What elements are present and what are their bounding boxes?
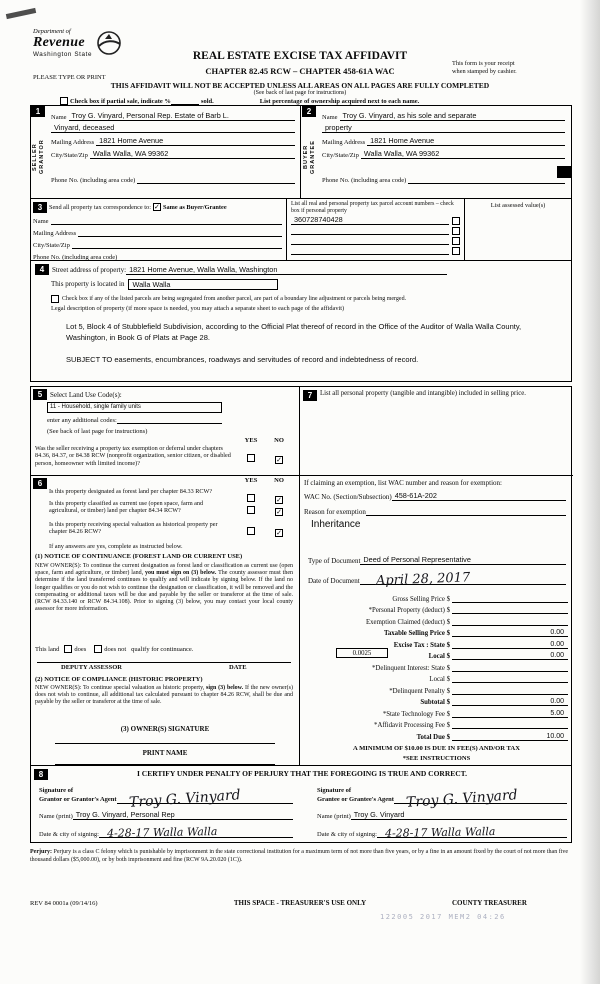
type-or-print-label: PLEASE TYPE OR PRINT [33, 74, 106, 81]
does-label: does [74, 645, 87, 653]
correspondence-mailing-field[interactable] [78, 236, 282, 237]
notice1-bold: you must sign on (3) below. [145, 570, 217, 577]
grantee-date-city-field[interactable] [377, 824, 567, 838]
parcel-personal-checkbox-2[interactable] [452, 227, 460, 235]
parcel-number-field-3[interactable] [291, 244, 449, 245]
grantor-date-city-field[interactable] [99, 824, 293, 838]
parcel-personal-checkbox-1[interactable] [452, 217, 460, 225]
s5-see-back-note: (See back of last page for instructions) [47, 428, 148, 435]
money-row [304, 626, 568, 638]
notice1-paragraph [35, 563, 293, 613]
perjury-notice [30, 849, 572, 865]
buyer-csz-value[interactable]: Walla Walla, WA 99362 [361, 149, 565, 159]
notice2-paragraph [35, 685, 293, 707]
reason-value[interactable]: Inheritance [311, 519, 361, 530]
notice2-title: (2) NOTICE OF COMPLIANCE (HISTORIC PROPERTY) [35, 676, 203, 683]
land-use-code-value[interactable]: 11 - Household, single family units [47, 402, 222, 413]
reason-label: Reason for exemption [304, 508, 366, 516]
exemption-and-tax-section [300, 387, 573, 767]
document-date-label: Date of Document [308, 577, 360, 585]
dor-logo [33, 28, 122, 58]
money-row-label: Excise Tax : State $ [393, 641, 450, 649]
money-row-label: *Personal Property (deduct) $ [368, 607, 450, 614]
section-6-number: 6 [33, 478, 47, 489]
buyer-mailing-label: Mailing Address [322, 139, 366, 146]
document-type-value[interactable]: Deed of Personal Representative [360, 555, 566, 565]
parcel-number-value[interactable]: 360728740428 [291, 215, 449, 225]
q3-yes-checkbox[interactable] [247, 527, 255, 535]
owner-signature-label: (3) OWNER(S) SIGNATURE [120, 725, 210, 733]
section-5-number: 5 [33, 389, 47, 400]
s6-yes-header: YES [244, 477, 258, 484]
delinquent-interest-state-field[interactable] [452, 671, 568, 672]
s5-answer-row [237, 448, 293, 466]
notice1-title: (1) NOTICE OF CONTINUANCE (FOREST LAND OR CURRENT USE) [35, 553, 243, 560]
money-row [304, 706, 568, 718]
grantee-name-print-label: Name (print) [317, 813, 351, 820]
delinquent-penalty-field[interactable] [452, 694, 568, 695]
money-row [304, 672, 568, 684]
form-number: REV 84 0001a (09/14/16) [30, 900, 98, 907]
receipt-note-line2: when stamped by cashier. [452, 68, 517, 76]
form-title: REAL ESTATE EXCISE TAX AFFIDAVIT [192, 50, 408, 62]
seller-phone-label: Phone No. (including area code) [51, 177, 136, 184]
legal-description-label: Legal description of property (if more space is needed, you may attach a separate sheet to each page of the affidavit) [51, 305, 345, 312]
partial-sale-percent-field[interactable] [171, 98, 199, 105]
see-back-note: (See back of last page for instructions) [253, 90, 347, 96]
buyer-mailing-value[interactable]: 1821 Home Avenue [367, 136, 565, 146]
parcel-header: List all real and personal property tax parcel account numbers – check box if personal property [291, 201, 454, 214]
seller-grantor-box [31, 106, 300, 198]
seller-vertical-label: SELLER [32, 143, 38, 171]
gross-selling-price-field[interactable] [452, 602, 568, 603]
correspondence-box [31, 199, 286, 260]
print-name-label: PRINT NAME [142, 749, 188, 757]
date-label: DATE [229, 664, 247, 671]
correspondence-phone-label: Phone No. (including area code) [33, 254, 118, 261]
seller-csz-label: City/State/Zip [51, 152, 88, 159]
grantor-date-city-label: Date & city of signing: [39, 831, 99, 838]
affidavit-processing-fee-field[interactable] [452, 728, 568, 729]
located-in-value[interactable]: Walla Walla [128, 279, 278, 290]
property-section [30, 260, 572, 382]
wac-number-value[interactable]: 458-61A-202 [392, 491, 566, 501]
document-date-field[interactable] [360, 570, 566, 589]
section-3-number: 3 [33, 202, 47, 213]
segregated-checkbox[interactable] [51, 295, 59, 303]
seller-name-value-2[interactable]: Vinyard, deceased [51, 123, 295, 133]
excise-tax-local-field[interactable]: 0.00 [452, 652, 568, 660]
notice2-post: If the new owner(s) does not wish to continue, all additional tax calculated pursuant to chapter 84.26 RCW, shall be due and payable by the seller or transferor at the time of sale. [35, 685, 294, 706]
does-checkbox[interactable] [64, 645, 72, 653]
parcel-number-field-2[interactable] [291, 234, 449, 235]
money-row [304, 603, 568, 615]
money-row-label: *State Technology Fee $ [382, 710, 450, 718]
grantor-signature-label-2: Grantor or Grantor's Agent [39, 795, 117, 803]
receipt-note-line1: This form is your receipt [452, 60, 515, 67]
total-due-field[interactable]: 10.00 [452, 733, 568, 741]
section-1-number: 1 [31, 106, 45, 117]
buyer-name-label: Name [322, 114, 338, 121]
notice1-pre: NEW OWNER(S): To continue the current designation as forest land or classification as current use (open space, farm and agriculture, or timber) land, [35, 563, 293, 577]
money-row [304, 614, 568, 626]
grantor-name-print-label: Name (print) [39, 813, 73, 820]
grantee-date-city-value: 4-28-17 Walla Walla [384, 825, 496, 840]
money-row [304, 591, 568, 603]
money-row-label: Taxable Selling Price $ [383, 630, 450, 637]
buyer-vertical-label: BUYER [303, 144, 309, 170]
qualify-label: qualify for continuance. [131, 645, 194, 653]
land-use-section [31, 387, 299, 475]
excise-tax-state-field[interactable]: 0.00 [452, 641, 568, 649]
grantor-name-print-value[interactable]: Troy G. Vinyard, Personal Rep [73, 810, 293, 820]
grantee-signature-field[interactable] [394, 784, 567, 811]
partial-sale-label: Check box if partial sale, indicate % [70, 97, 171, 105]
grantor-signature-block [39, 782, 293, 838]
tax-correspondence-section [30, 198, 572, 261]
perjury-bold: Perjury: [30, 849, 52, 855]
if-yes-note: If any answers are yes, complete as instructed below. [49, 543, 183, 550]
scan-smudge [6, 8, 36, 19]
cashier-stamp: 122005 2017 MEM2 04:26 [380, 913, 506, 921]
buyer-phone-label: Phone No. (including area code) [322, 177, 407, 184]
parcel-box [286, 199, 464, 260]
seller-name-value[interactable]: Troy G. Vinyard, Personal Rep. Estate of Barb L. [69, 111, 295, 121]
s5-no-checkbox[interactable]: ✓ [276, 456, 282, 464]
document-type-label: Type of Document [308, 557, 361, 565]
s5-question: Was the seller receiving a property tax exemption or deferral under chapters 84.36, 84.37, or 84.38 RCW (nonprofit organization, senior citizen, or disabled person, homeowner with limited income)? [35, 445, 231, 467]
delinquent-interest-local-field[interactable] [452, 682, 568, 683]
taxable-selling-price-field[interactable]: 0.00 [452, 629, 568, 637]
section-2-number: 2 [302, 106, 316, 117]
exemption-label: If claiming an exemption, list WAC number and reason for exemption: [304, 479, 502, 487]
legal-description-value[interactable]: Lot 5, Block 4 of Stubblefield Subdivision, according to the Official Plat thereof of record in the Office of the Auditor of Walla Walla County, Washington, in Book G of Plats at Page 28. [66, 322, 522, 342]
additional-codes-field[interactable] [117, 416, 222, 424]
additional-codes-label: enter any additional codes: [47, 417, 117, 424]
money-row-label: Local $ [428, 653, 450, 660]
receipt-note [452, 60, 572, 76]
street-address-value[interactable]: 1821 Home Avenue, Walla Walla, Washington [126, 265, 447, 275]
s5-no-header: NO [274, 437, 284, 444]
minimum-due-note: A MINIMUM OF $10.00 IS DUE IN FEE(S) AND/OR TAX [353, 745, 520, 752]
buyer-name-value-2[interactable]: property [322, 123, 565, 133]
money-row-label: Total Due $ [416, 733, 450, 741]
parcel-number-field-4[interactable] [291, 254, 449, 255]
correspondence-name-label: Name [33, 218, 49, 225]
buyer-fields [322, 109, 565, 184]
personal-property-deduct-field[interactable] [452, 613, 568, 614]
buyer-name-value[interactable]: Troy G. Vinyard, as his sole and separate [340, 111, 565, 121]
correspondence-name-field[interactable] [51, 224, 282, 225]
q2-yes-checkbox[interactable] [247, 506, 255, 514]
q3-no-checkbox[interactable]: ✓ [276, 529, 282, 537]
personal-property-label: List all personal property (tangible and intangible) included in selling price. [320, 390, 526, 397]
s6-answer-row-2 [237, 500, 293, 518]
parcel-personal-checkbox-3[interactable] [452, 237, 460, 245]
continuance-qualify-row [35, 645, 193, 653]
grantee-vertical-label: GRANTEE [310, 140, 316, 174]
grantor-signature-label-1: Signature of [39, 787, 74, 795]
grantor-vertical-label: GRANTOR [39, 139, 45, 175]
money-row-label: *Delinquent Penalty $ [389, 687, 450, 695]
buyer-grantee-box [300, 106, 571, 198]
s5-yes-header: YES [244, 437, 258, 444]
select-land-use-label: Select Land Use Code(s): [50, 390, 122, 399]
grantee-name-print-value[interactable]: Troy G. Vinyard [351, 810, 567, 820]
seller-csz-value[interactable]: Walla Walla, WA 99362 [90, 149, 295, 159]
section-4-number: 4 [35, 264, 49, 275]
subtotal-field[interactable]: 0.00 [452, 698, 568, 706]
money-row-label: Exemption Claimed (deduct) $ [366, 618, 450, 626]
s5-yes-checkbox[interactable] [247, 454, 255, 462]
correspondence-csz-label: City/State/Zip [33, 242, 70, 249]
dor-logo-text [33, 28, 92, 58]
does-not-label: does not [104, 645, 127, 653]
seller-name-label: Name [51, 114, 67, 121]
grantee-signature-label [317, 787, 394, 804]
s6-no-header: NO [274, 477, 284, 484]
grantor-signature-label [39, 787, 117, 804]
buyer-phone-field[interactable] [408, 183, 565, 184]
money-row [304, 637, 568, 649]
segregated-label: Check box if any of the listed parcels are being segregated from another parcel, are part of a boundary line adjustment or parcels being merged. [62, 295, 407, 302]
located-in-label: This property is located in [51, 280, 125, 288]
wac-label: WAC No. (Section/Subsection) [304, 493, 392, 501]
document-date-value: April 28, 2017 [375, 570, 471, 589]
s6-yesno-header [237, 477, 293, 484]
partial-sale-row [60, 97, 419, 105]
parties-section [30, 105, 572, 199]
chapter-line: CHAPTER 82.45 RCW – CHAPTER 458-61A WAC [205, 66, 395, 76]
s6-question-3: Is this property receiving special valuation as historical property per chapter 84.26 RCW? [49, 521, 218, 536]
parcel-personal-checkbox-4[interactable] [452, 247, 460, 255]
s6-question-1: Is this property designated as forest land per chapter 84.33 RCW? [49, 488, 213, 495]
county-treasurer-label: COUNTY TREASURER [452, 899, 527, 907]
local-rate-box: 0.0025 [336, 648, 388, 658]
grantee-signature: Troy G. Vinyard [405, 787, 519, 811]
certification-section [30, 765, 572, 843]
money-row-label: *Delinquent Interest: State $ [372, 664, 450, 672]
subject-to-value[interactable]: SUBJECT TO easements, encumbrances, roadways and servitudes of record and indebtedness of record. [66, 355, 419, 364]
perjury-text: Perjury is a class C felony which is punishable by imprisonment in the state correctional institution for a maximum term of not more than five years, or by a fine in an amount fixed by the court of not more than five thousand dollars ($5,000.00), or by both imprisonment and fine (RCW 9A.20.020 (1C)). [30, 849, 569, 863]
q1-no-checkbox[interactable]: ✓ [276, 496, 282, 504]
notice2-bold: sign (3) below. [206, 685, 244, 691]
use-and-tax-section [30, 386, 572, 766]
notice1-post: The county assessor must then determine if the land transferred continues to qualify and will indicate by signing below. If the land no longer qualifies or you do not wish to continue the designation or classification, it will be removed and the compensating or additional taxes will be due and payable by the seller or transferor at the time of sale. (RCW 84.33.140 or RCW 84.34.108). Prior to signing (3) below, you may contact your local county assessor for more information. [35, 570, 293, 613]
washington-state-label: Washington State [33, 51, 93, 58]
section-7-number: 7 [303, 390, 317, 401]
deputy-assessor-label: DEPUTY ASSESSOR [61, 664, 122, 671]
seller-phone-field[interactable] [137, 183, 295, 184]
exemption-claimed-field[interactable] [452, 625, 568, 626]
money-row-label: Local $ [429, 676, 450, 683]
money-row [304, 683, 568, 695]
money-row-label: Gross Selling Price $ [392, 595, 450, 603]
correspondence-mailing-label: Mailing Address [33, 230, 77, 237]
dept-of-label: Department of [33, 28, 71, 35]
seller-mailing-value[interactable]: 1821 Home Avenue [96, 136, 295, 146]
grantee-signature-label-1: Signature of [317, 787, 352, 795]
street-address-label: Street address of property: [52, 265, 127, 274]
grantor-date-city-value: 4-28-17 Walla Walla [106, 825, 218, 840]
money-row-label: *Affidavit Processing Fee $ [374, 722, 450, 729]
scan-edge-shadow [580, 0, 600, 984]
dor-logo-mark [96, 30, 122, 56]
see-instructions-note: *SEE INSTRUCTIONS [402, 755, 471, 762]
buyer-csz-label: City/State/Zip [322, 152, 359, 159]
q2-no-checkbox[interactable]: ✓ [276, 508, 282, 516]
partial-sale-checkbox[interactable] [60, 97, 68, 105]
this-land-label: This land [35, 645, 60, 653]
money-row [304, 660, 568, 672]
warning-line: THIS AFFIDAVIT WILL NOT BE ACCEPTED UNLESS ALL AREAS ON ALL PAGES ARE FULLY COMPLETED [110, 81, 490, 90]
grantor-signature-field[interactable] [117, 784, 293, 811]
grantee-signature-label-2: Grantee or Grantee's Agent [317, 795, 394, 803]
money-row-label: Subtotal $ [420, 699, 450, 706]
revenue-label: Revenue [33, 35, 85, 50]
certify-statement: I CERTIFY UNDER PENALTY OF PERJURY THAT THE FOREGOING IS TRUE AND CORRECT. [136, 769, 467, 778]
grantor-signature: Troy G. Vinyard [128, 787, 241, 811]
money-row [304, 695, 568, 707]
money-table [304, 591, 568, 741]
assessed-value-header: List assessed value(s) [490, 202, 546, 209]
same-as-buyer-label: Same as Buyer/Grantee [162, 203, 227, 211]
redaction-mark [557, 166, 572, 178]
does-not-checkbox[interactable] [94, 645, 102, 653]
classification-section [31, 475, 299, 767]
grantee-date-city-label: Date & city of signing: [317, 831, 377, 838]
seller-mailing-label: Mailing Address [51, 139, 95, 146]
treasurer-space-label: THIS SPACE - TREASURER'S USE ONLY [233, 899, 367, 907]
s6-question-2: Is this property classified as current use (open space, farm and agricultural, or timber) land per chapter 84.34 RCW? [49, 500, 204, 515]
send-correspondence-label: Send all property tax correspondence to: [49, 203, 151, 211]
sold-label: sold. [200, 97, 214, 105]
seller-fields [51, 109, 295, 184]
correspondence-csz-field[interactable] [72, 248, 282, 249]
same-as-buyer-checkbox[interactable]: ✓ [154, 203, 160, 211]
money-row [304, 718, 568, 730]
state-technology-fee-field[interactable]: 5.00 [452, 710, 568, 718]
s5-yesno-header [237, 437, 293, 444]
deputy-assessor-line[interactable] [37, 662, 291, 663]
reason-field[interactable] [366, 507, 566, 516]
assessed-value-box [464, 199, 571, 260]
section-8-number: 8 [34, 769, 48, 780]
ownership-note: List percentage of ownership acquired next to each name. [259, 97, 420, 105]
owner-signature-line[interactable] [55, 743, 275, 744]
notice2-pre: NEW OWNER(S): To continue special valuation as historic property, [35, 685, 207, 691]
grantee-signature-block [317, 782, 567, 838]
s6-answer-row-3 [237, 521, 293, 539]
money-row [304, 729, 568, 741]
